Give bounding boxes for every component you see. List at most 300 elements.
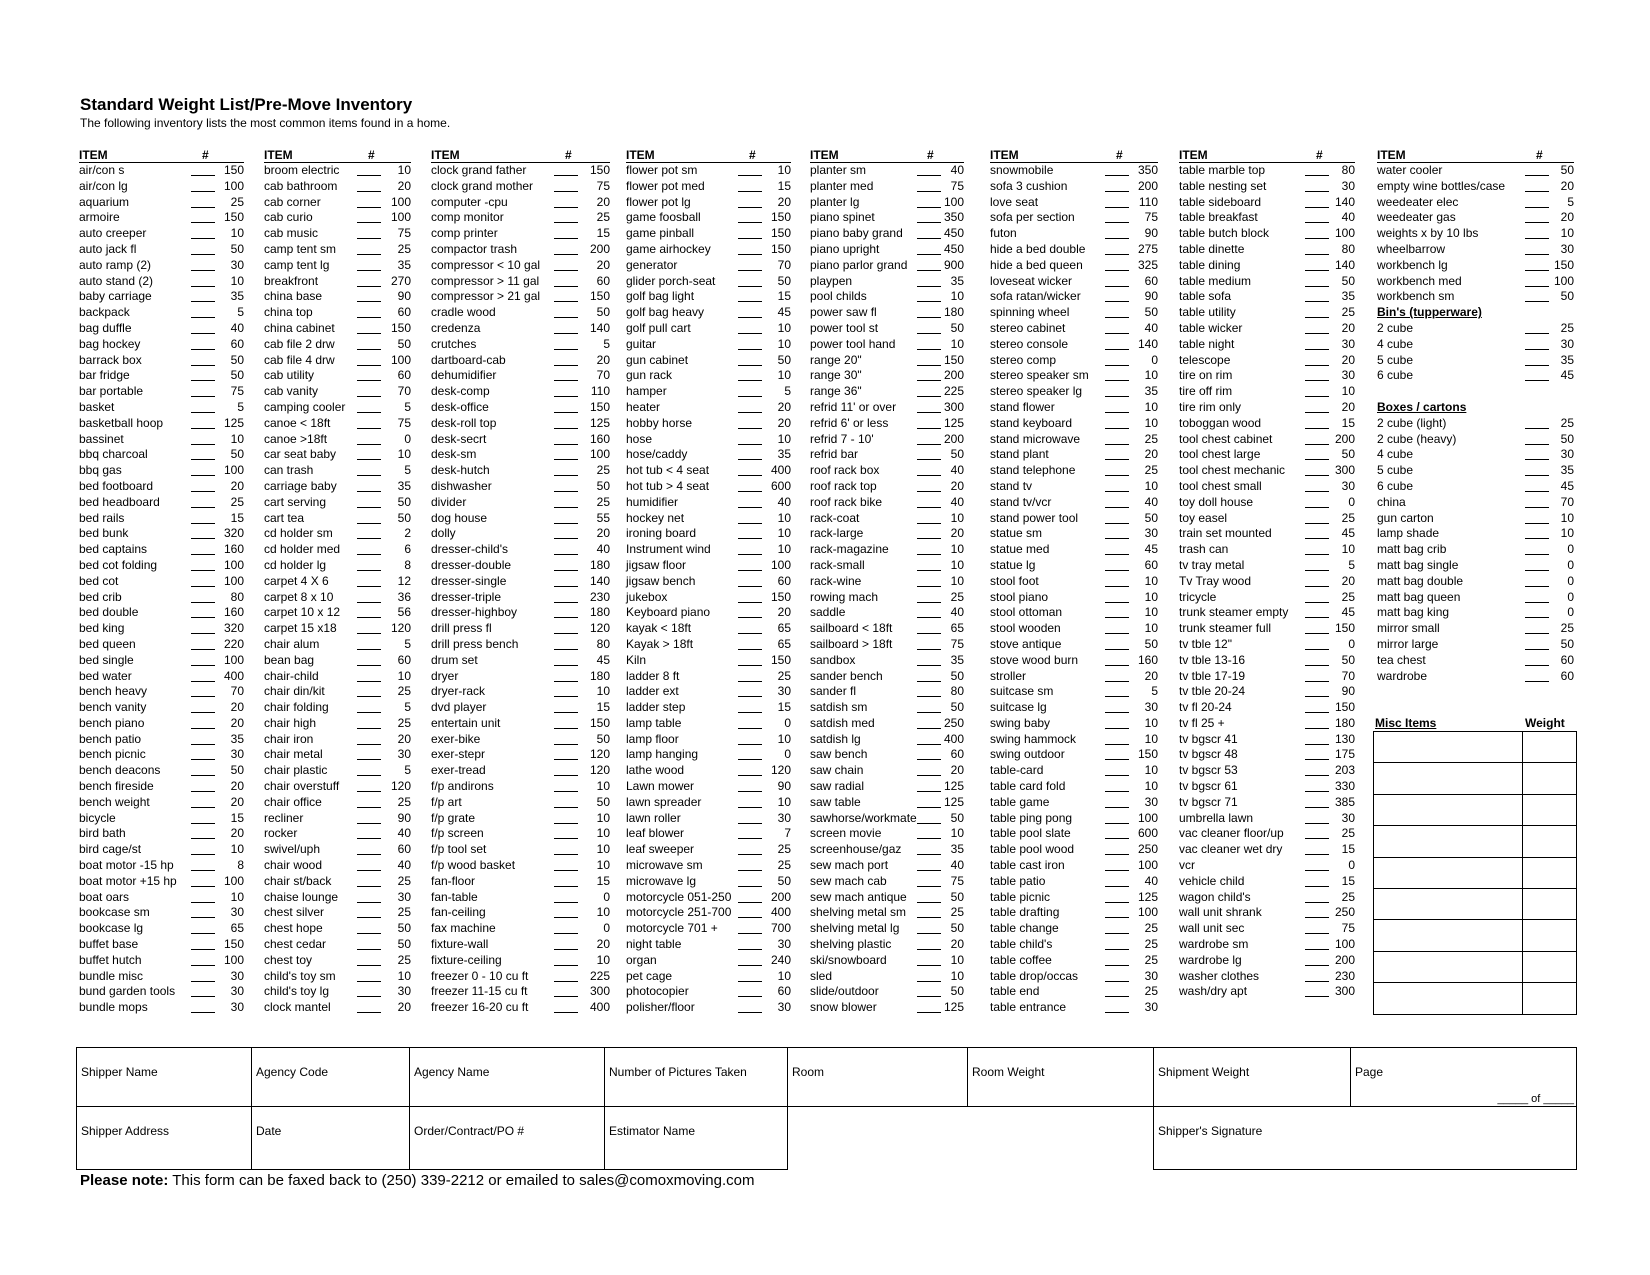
count-blank[interactable] bbox=[1305, 191, 1329, 192]
count-blank[interactable] bbox=[357, 507, 381, 508]
count-blank[interactable] bbox=[554, 902, 578, 903]
count-blank[interactable] bbox=[917, 981, 941, 982]
count-blank[interactable] bbox=[554, 349, 578, 350]
count-blank[interactable] bbox=[554, 207, 578, 208]
count-blank[interactable] bbox=[1105, 412, 1129, 413]
count-blank[interactable] bbox=[1305, 365, 1329, 366]
count-blank[interactable] bbox=[917, 902, 941, 903]
count-blank[interactable] bbox=[738, 791, 762, 792]
count-blank[interactable] bbox=[1105, 301, 1129, 302]
count-blank[interactable] bbox=[191, 349, 215, 350]
count-blank[interactable] bbox=[554, 570, 578, 571]
count-blank[interactable] bbox=[1305, 586, 1329, 587]
count-blank[interactable] bbox=[1105, 886, 1129, 887]
count-blank[interactable] bbox=[738, 191, 762, 192]
count-blank[interactable] bbox=[554, 602, 578, 603]
count-blank[interactable] bbox=[191, 838, 215, 839]
count-blank[interactable] bbox=[1525, 254, 1549, 255]
count-blank[interactable] bbox=[738, 965, 762, 966]
count-blank[interactable] bbox=[1305, 696, 1329, 697]
count-blank[interactable] bbox=[1525, 475, 1549, 476]
count-blank[interactable] bbox=[917, 191, 941, 192]
count-blank[interactable] bbox=[1305, 949, 1329, 950]
count-blank[interactable] bbox=[1105, 854, 1129, 855]
count-blank[interactable] bbox=[1305, 554, 1329, 555]
count-blank[interactable] bbox=[738, 744, 762, 745]
count-blank[interactable] bbox=[191, 254, 215, 255]
room-weight-field[interactable]: Room Weight bbox=[967, 1047, 1154, 1107]
count-blank[interactable] bbox=[1525, 191, 1549, 192]
count-blank[interactable] bbox=[1305, 538, 1329, 539]
count-blank[interactable] bbox=[357, 554, 381, 555]
count-blank[interactable] bbox=[738, 949, 762, 950]
count-blank[interactable] bbox=[917, 775, 941, 776]
count-blank[interactable] bbox=[357, 996, 381, 997]
count-blank[interactable] bbox=[357, 981, 381, 982]
count-blank[interactable] bbox=[1105, 586, 1129, 587]
count-blank[interactable] bbox=[917, 870, 941, 871]
misc-weight-cell[interactable] bbox=[1523, 888, 1577, 919]
count-blank[interactable] bbox=[357, 428, 381, 429]
count-blank[interactable] bbox=[1305, 317, 1329, 318]
count-blank[interactable] bbox=[191, 554, 215, 555]
count-blank[interactable] bbox=[1305, 254, 1329, 255]
count-blank[interactable] bbox=[554, 870, 578, 871]
count-blank[interactable] bbox=[1105, 712, 1129, 713]
count-blank[interactable] bbox=[554, 475, 578, 476]
count-blank[interactable] bbox=[1525, 349, 1549, 350]
count-blank[interactable] bbox=[1525, 286, 1549, 287]
count-blank[interactable] bbox=[738, 412, 762, 413]
count-blank[interactable] bbox=[191, 191, 215, 192]
count-blank[interactable] bbox=[191, 286, 215, 287]
count-blank[interactable] bbox=[1305, 807, 1329, 808]
count-blank[interactable] bbox=[1105, 428, 1129, 429]
count-blank[interactable] bbox=[1105, 396, 1129, 397]
count-blank[interactable] bbox=[554, 949, 578, 950]
count-blank[interactable] bbox=[917, 586, 941, 587]
count-blank[interactable] bbox=[1305, 870, 1329, 871]
count-blank[interactable] bbox=[357, 365, 381, 366]
count-blank[interactable] bbox=[1305, 238, 1329, 239]
count-blank[interactable] bbox=[1105, 523, 1129, 524]
count-blank[interactable] bbox=[1305, 617, 1329, 618]
count-blank[interactable] bbox=[191, 475, 215, 476]
count-blank[interactable] bbox=[1105, 649, 1129, 650]
count-blank[interactable] bbox=[1525, 365, 1549, 366]
count-blank[interactable] bbox=[1105, 996, 1129, 997]
count-blank[interactable] bbox=[1305, 475, 1329, 476]
count-blank[interactable] bbox=[917, 759, 941, 760]
count-blank[interactable] bbox=[917, 428, 941, 429]
count-blank[interactable] bbox=[917, 633, 941, 634]
count-blank[interactable] bbox=[554, 380, 578, 381]
count-blank[interactable] bbox=[1305, 965, 1329, 966]
count-blank[interactable] bbox=[1105, 191, 1129, 192]
count-blank[interactable] bbox=[191, 759, 215, 760]
count-blank[interactable] bbox=[738, 175, 762, 176]
count-blank[interactable] bbox=[191, 744, 215, 745]
count-blank[interactable] bbox=[357, 823, 381, 824]
count-blank[interactable] bbox=[357, 933, 381, 934]
count-blank[interactable] bbox=[1105, 459, 1129, 460]
count-blank[interactable] bbox=[191, 365, 215, 366]
shipper-name-field[interactable]: Shipper Name bbox=[76, 1047, 252, 1107]
count-blank[interactable] bbox=[1305, 444, 1329, 445]
count-blank[interactable] bbox=[917, 317, 941, 318]
count-blank[interactable] bbox=[1305, 791, 1329, 792]
count-blank[interactable] bbox=[1105, 554, 1129, 555]
count-blank[interactable] bbox=[554, 459, 578, 460]
count-blank[interactable] bbox=[191, 681, 215, 682]
count-blank[interactable] bbox=[1525, 523, 1549, 524]
count-blank[interactable] bbox=[1305, 759, 1329, 760]
agency-code-field[interactable]: Agency Code bbox=[251, 1047, 410, 1107]
count-blank[interactable] bbox=[738, 838, 762, 839]
count-blank[interactable] bbox=[554, 254, 578, 255]
count-blank[interactable] bbox=[191, 491, 215, 492]
count-blank[interactable] bbox=[191, 854, 215, 855]
count-blank[interactable] bbox=[357, 491, 381, 492]
count-blank[interactable] bbox=[738, 870, 762, 871]
count-blank[interactable] bbox=[554, 270, 578, 271]
count-blank[interactable] bbox=[1105, 570, 1129, 571]
count-blank[interactable] bbox=[917, 665, 941, 666]
count-blank[interactable] bbox=[1105, 365, 1129, 366]
count-blank[interactable] bbox=[1305, 996, 1329, 997]
count-blank[interactable] bbox=[191, 823, 215, 824]
count-blank[interactable] bbox=[357, 917, 381, 918]
count-blank[interactable] bbox=[191, 870, 215, 871]
count-blank[interactable] bbox=[1305, 507, 1329, 508]
count-blank[interactable] bbox=[554, 681, 578, 682]
count-blank[interactable] bbox=[357, 602, 381, 603]
count-blank[interactable] bbox=[917, 554, 941, 555]
count-blank[interactable] bbox=[738, 586, 762, 587]
count-blank[interactable] bbox=[554, 301, 578, 302]
count-blank[interactable] bbox=[1305, 491, 1329, 492]
count-blank[interactable] bbox=[738, 475, 762, 476]
count-blank[interactable] bbox=[738, 554, 762, 555]
count-blank[interactable] bbox=[917, 949, 941, 950]
count-blank[interactable] bbox=[357, 317, 381, 318]
count-blank[interactable] bbox=[554, 1012, 578, 1013]
count-blank[interactable] bbox=[1525, 586, 1549, 587]
count-blank[interactable] bbox=[554, 791, 578, 792]
count-blank[interactable] bbox=[917, 681, 941, 682]
count-blank[interactable] bbox=[738, 886, 762, 887]
count-blank[interactable] bbox=[1305, 838, 1329, 839]
count-blank[interactable] bbox=[738, 349, 762, 350]
count-blank[interactable] bbox=[738, 286, 762, 287]
count-blank[interactable] bbox=[1105, 838, 1129, 839]
count-blank[interactable] bbox=[1525, 491, 1549, 492]
count-blank[interactable] bbox=[1105, 207, 1129, 208]
count-blank[interactable] bbox=[1305, 649, 1329, 650]
count-blank[interactable] bbox=[191, 965, 215, 966]
count-blank[interactable] bbox=[1305, 396, 1329, 397]
count-blank[interactable] bbox=[738, 996, 762, 997]
count-blank[interactable] bbox=[917, 602, 941, 603]
count-blank[interactable] bbox=[357, 728, 381, 729]
shipper-address-field[interactable]: Shipper Address bbox=[76, 1106, 252, 1170]
count-blank[interactable] bbox=[191, 222, 215, 223]
count-blank[interactable] bbox=[1305, 681, 1329, 682]
count-blank[interactable] bbox=[1305, 412, 1329, 413]
count-blank[interactable] bbox=[738, 396, 762, 397]
count-blank[interactable] bbox=[191, 459, 215, 460]
count-blank[interactable] bbox=[738, 807, 762, 808]
count-blank[interactable] bbox=[1305, 349, 1329, 350]
count-blank[interactable] bbox=[357, 807, 381, 808]
count-blank[interactable] bbox=[554, 523, 578, 524]
count-blank[interactable] bbox=[917, 649, 941, 650]
count-blank[interactable] bbox=[917, 175, 941, 176]
count-blank[interactable] bbox=[357, 301, 381, 302]
count-blank[interactable] bbox=[191, 791, 215, 792]
count-blank[interactable] bbox=[554, 396, 578, 397]
count-blank[interactable] bbox=[917, 270, 941, 271]
count-blank[interactable] bbox=[1305, 207, 1329, 208]
count-blank[interactable] bbox=[357, 191, 381, 192]
count-blank[interactable] bbox=[1525, 665, 1549, 666]
count-blank[interactable] bbox=[1105, 807, 1129, 808]
count-blank[interactable] bbox=[738, 633, 762, 634]
count-blank[interactable] bbox=[191, 949, 215, 950]
misc-item-cell[interactable] bbox=[1374, 826, 1523, 857]
count-blank[interactable] bbox=[738, 270, 762, 271]
count-blank[interactable] bbox=[357, 949, 381, 950]
count-blank[interactable] bbox=[917, 333, 941, 334]
count-blank[interactable] bbox=[191, 207, 215, 208]
count-blank[interactable] bbox=[738, 775, 762, 776]
count-blank[interactable] bbox=[357, 444, 381, 445]
count-blank[interactable] bbox=[1105, 254, 1129, 255]
count-blank[interactable] bbox=[357, 854, 381, 855]
count-blank[interactable] bbox=[1105, 633, 1129, 634]
count-blank[interactable] bbox=[917, 491, 941, 492]
count-blank[interactable] bbox=[917, 396, 941, 397]
misc-item-cell[interactable] bbox=[1374, 920, 1523, 951]
order-field[interactable]: Order/Contract/PO # bbox=[409, 1106, 605, 1170]
count-blank[interactable] bbox=[191, 933, 215, 934]
count-blank[interactable] bbox=[1525, 444, 1549, 445]
count-blank[interactable] bbox=[554, 365, 578, 366]
count-blank[interactable] bbox=[1305, 823, 1329, 824]
count-blank[interactable] bbox=[357, 1012, 381, 1013]
count-blank[interactable] bbox=[357, 412, 381, 413]
count-blank[interactable] bbox=[191, 396, 215, 397]
room-field[interactable]: Room bbox=[787, 1047, 968, 1107]
count-blank[interactable] bbox=[1105, 791, 1129, 792]
count-blank[interactable] bbox=[917, 965, 941, 966]
count-blank[interactable] bbox=[357, 870, 381, 871]
count-blank[interactable] bbox=[554, 538, 578, 539]
count-blank[interactable] bbox=[357, 175, 381, 176]
count-blank[interactable] bbox=[1105, 317, 1129, 318]
count-blank[interactable] bbox=[357, 380, 381, 381]
count-blank[interactable] bbox=[917, 744, 941, 745]
count-blank[interactable] bbox=[191, 317, 215, 318]
count-blank[interactable] bbox=[357, 775, 381, 776]
count-blank[interactable] bbox=[357, 286, 381, 287]
count-blank[interactable] bbox=[917, 1012, 941, 1013]
count-blank[interactable] bbox=[191, 617, 215, 618]
count-blank[interactable] bbox=[191, 507, 215, 508]
count-blank[interactable] bbox=[1525, 617, 1549, 618]
count-blank[interactable] bbox=[917, 380, 941, 381]
count-blank[interactable] bbox=[357, 207, 381, 208]
estimator-field[interactable]: Estimator Name bbox=[604, 1106, 788, 1170]
misc-item-cell[interactable] bbox=[1374, 888, 1523, 919]
page-field[interactable]: Page _____ of _____ bbox=[1350, 1047, 1577, 1107]
count-blank[interactable] bbox=[191, 270, 215, 271]
count-blank[interactable] bbox=[738, 254, 762, 255]
count-blank[interactable] bbox=[357, 886, 381, 887]
count-blank[interactable] bbox=[1305, 902, 1329, 903]
count-blank[interactable] bbox=[554, 981, 578, 982]
count-blank[interactable] bbox=[917, 349, 941, 350]
count-blank[interactable] bbox=[191, 380, 215, 381]
misc-weight-cell[interactable] bbox=[1523, 983, 1577, 1014]
count-blank[interactable] bbox=[738, 728, 762, 729]
count-blank[interactable] bbox=[357, 649, 381, 650]
count-blank[interactable] bbox=[917, 412, 941, 413]
count-blank[interactable] bbox=[554, 933, 578, 934]
count-blank[interactable] bbox=[191, 523, 215, 524]
count-blank[interactable] bbox=[1305, 380, 1329, 381]
date-field[interactable]: Date bbox=[251, 1106, 410, 1170]
count-blank[interactable] bbox=[1305, 222, 1329, 223]
count-blank[interactable] bbox=[917, 507, 941, 508]
count-blank[interactable] bbox=[357, 349, 381, 350]
count-blank[interactable] bbox=[554, 838, 578, 839]
count-blank[interactable] bbox=[554, 807, 578, 808]
count-blank[interactable] bbox=[1105, 238, 1129, 239]
misc-item-cell[interactable] bbox=[1374, 763, 1523, 794]
count-blank[interactable] bbox=[554, 665, 578, 666]
count-blank[interactable] bbox=[1305, 886, 1329, 887]
count-blank[interactable] bbox=[738, 1012, 762, 1013]
signature-field[interactable]: Shipper's Signature bbox=[1153, 1106, 1577, 1170]
count-blank[interactable] bbox=[357, 238, 381, 239]
count-blank[interactable] bbox=[1105, 602, 1129, 603]
count-blank[interactable] bbox=[357, 333, 381, 334]
count-blank[interactable] bbox=[357, 744, 381, 745]
misc-weight-cell[interactable] bbox=[1523, 920, 1577, 951]
count-blank[interactable] bbox=[1525, 333, 1549, 334]
count-blank[interactable] bbox=[1525, 238, 1549, 239]
count-blank[interactable] bbox=[357, 633, 381, 634]
count-blank[interactable] bbox=[738, 459, 762, 460]
count-blank[interactable] bbox=[1305, 570, 1329, 571]
count-blank[interactable] bbox=[917, 301, 941, 302]
count-blank[interactable] bbox=[1525, 207, 1549, 208]
count-blank[interactable] bbox=[357, 712, 381, 713]
misc-item-cell[interactable] bbox=[1374, 983, 1523, 1014]
count-blank[interactable] bbox=[357, 475, 381, 476]
misc-weight-cell[interactable] bbox=[1523, 826, 1577, 857]
count-blank[interactable] bbox=[738, 665, 762, 666]
count-blank[interactable] bbox=[191, 586, 215, 587]
count-blank[interactable] bbox=[738, 617, 762, 618]
count-blank[interactable] bbox=[917, 823, 941, 824]
count-blank[interactable] bbox=[917, 222, 941, 223]
count-blank[interactable] bbox=[1105, 775, 1129, 776]
misc-item-cell[interactable] bbox=[1374, 794, 1523, 825]
count-blank[interactable] bbox=[357, 523, 381, 524]
count-blank[interactable] bbox=[1305, 270, 1329, 271]
count-blank[interactable] bbox=[1305, 333, 1329, 334]
count-blank[interactable] bbox=[1305, 933, 1329, 934]
count-blank[interactable] bbox=[1305, 728, 1329, 729]
count-blank[interactable] bbox=[191, 602, 215, 603]
count-blank[interactable] bbox=[554, 222, 578, 223]
count-blank[interactable] bbox=[738, 681, 762, 682]
count-blank[interactable] bbox=[1105, 665, 1129, 666]
count-blank[interactable] bbox=[191, 696, 215, 697]
count-blank[interactable] bbox=[1105, 491, 1129, 492]
count-blank[interactable] bbox=[1525, 175, 1549, 176]
count-blank[interactable] bbox=[191, 333, 215, 334]
count-blank[interactable] bbox=[554, 854, 578, 855]
count-blank[interactable] bbox=[554, 696, 578, 697]
count-blank[interactable] bbox=[738, 507, 762, 508]
count-blank[interactable] bbox=[191, 428, 215, 429]
count-blank[interactable] bbox=[1105, 380, 1129, 381]
count-blank[interactable] bbox=[917, 570, 941, 571]
count-blank[interactable] bbox=[191, 570, 215, 571]
pictures-taken-field[interactable]: Number of Pictures Taken bbox=[604, 1047, 788, 1107]
misc-weight-cell[interactable] bbox=[1523, 857, 1577, 888]
count-blank[interactable] bbox=[917, 365, 941, 366]
misc-item-cell[interactable] bbox=[1374, 951, 1523, 982]
count-blank[interactable] bbox=[917, 996, 941, 997]
count-blank[interactable] bbox=[1525, 222, 1549, 223]
count-blank[interactable] bbox=[357, 838, 381, 839]
count-blank[interactable] bbox=[1305, 633, 1329, 634]
count-blank[interactable] bbox=[554, 554, 578, 555]
count-blank[interactable] bbox=[1105, 286, 1129, 287]
count-blank[interactable] bbox=[1105, 933, 1129, 934]
count-blank[interactable] bbox=[917, 538, 941, 539]
count-blank[interactable] bbox=[1105, 744, 1129, 745]
count-blank[interactable] bbox=[1105, 617, 1129, 618]
count-blank[interactable] bbox=[191, 538, 215, 539]
count-blank[interactable] bbox=[738, 696, 762, 697]
count-blank[interactable] bbox=[1105, 270, 1129, 271]
count-blank[interactable] bbox=[738, 538, 762, 539]
count-blank[interactable] bbox=[554, 286, 578, 287]
count-blank[interactable] bbox=[357, 396, 381, 397]
count-blank[interactable] bbox=[554, 965, 578, 966]
count-blank[interactable] bbox=[738, 491, 762, 492]
count-blank[interactable] bbox=[554, 712, 578, 713]
count-blank[interactable] bbox=[191, 301, 215, 302]
count-blank[interactable] bbox=[1105, 759, 1129, 760]
count-blank[interactable] bbox=[357, 965, 381, 966]
count-blank[interactable] bbox=[1105, 222, 1129, 223]
count-blank[interactable] bbox=[554, 996, 578, 997]
count-blank[interactable] bbox=[357, 459, 381, 460]
count-blank[interactable] bbox=[554, 886, 578, 887]
count-blank[interactable] bbox=[1105, 175, 1129, 176]
count-blank[interactable] bbox=[554, 633, 578, 634]
count-blank[interactable] bbox=[917, 728, 941, 729]
count-blank[interactable] bbox=[917, 854, 941, 855]
count-blank[interactable] bbox=[191, 807, 215, 808]
count-blank[interactable] bbox=[738, 301, 762, 302]
